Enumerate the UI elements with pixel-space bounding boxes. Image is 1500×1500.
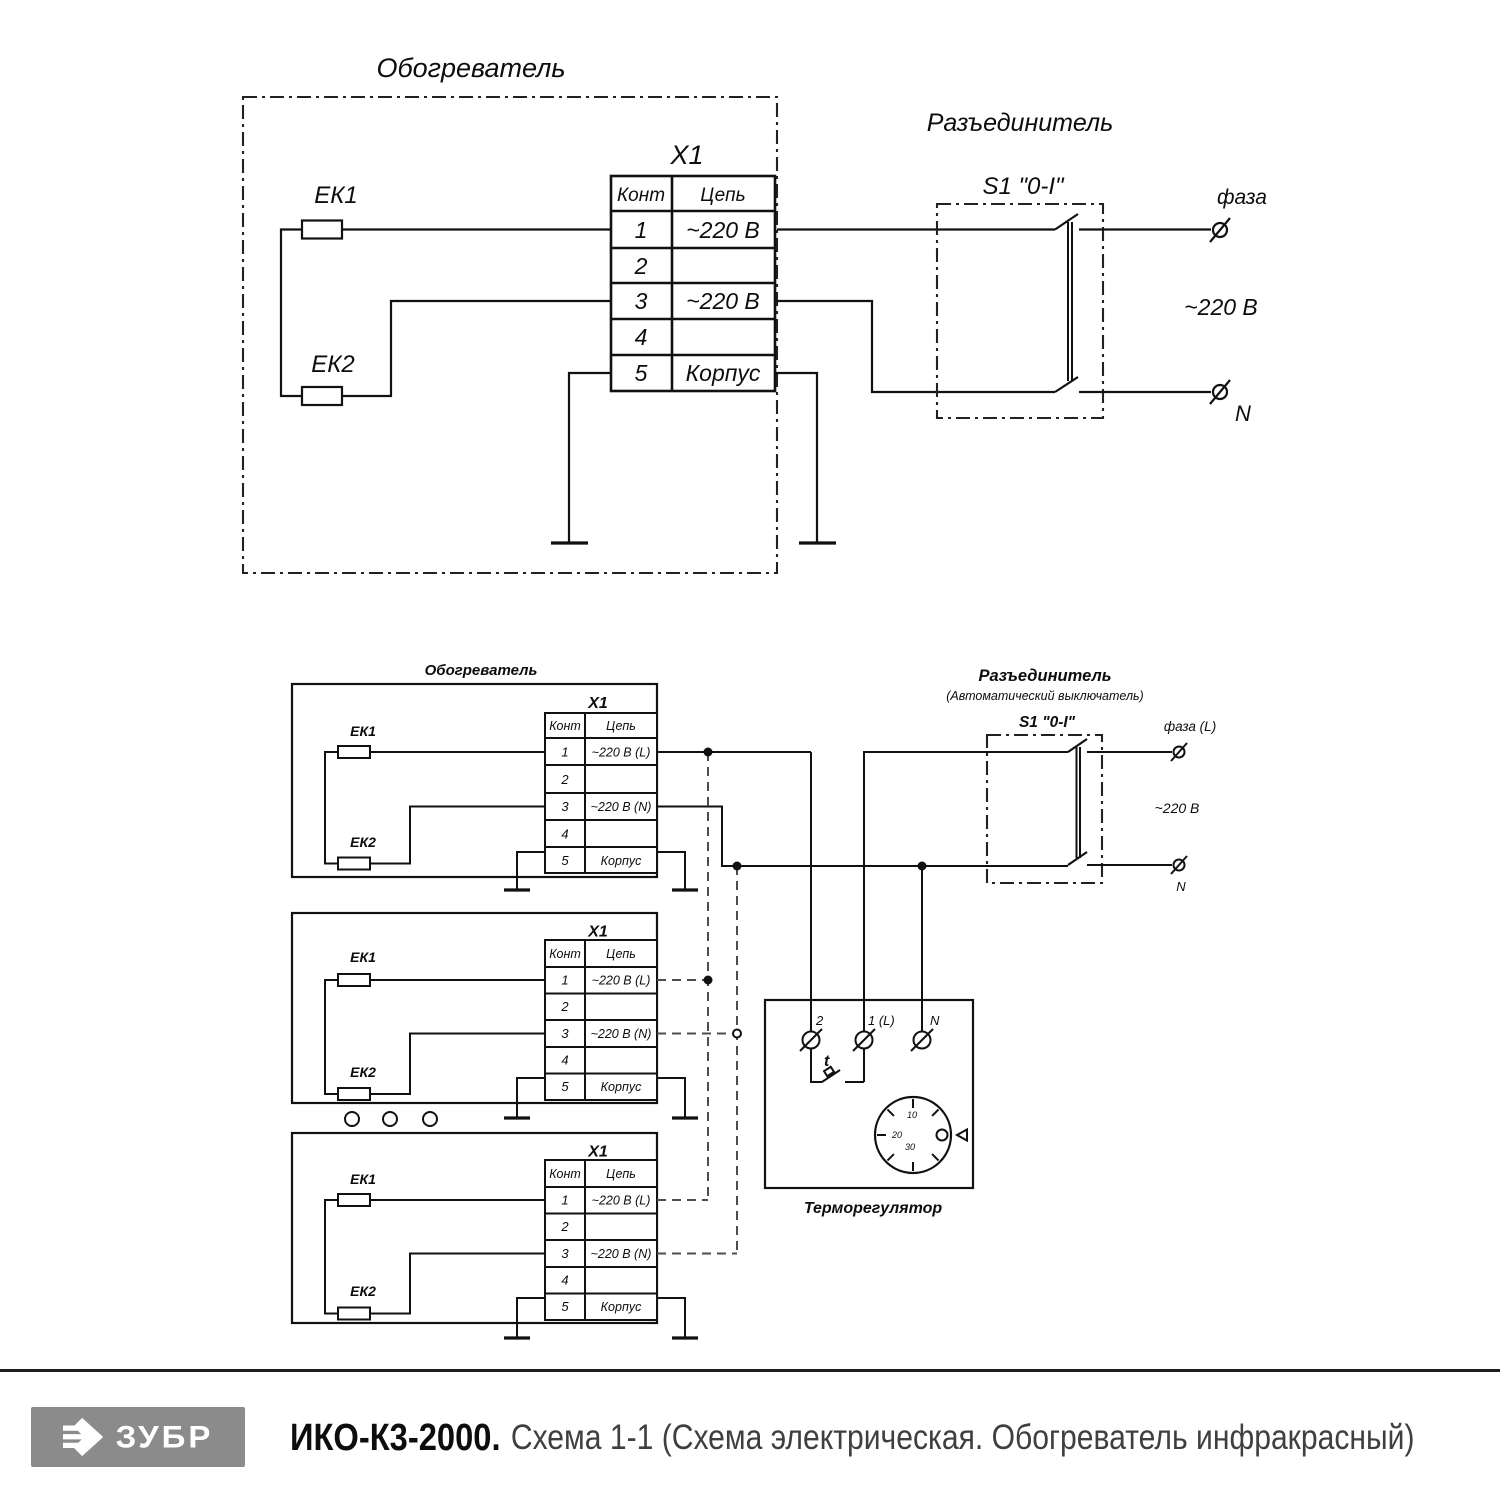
disconnector-subtitle: (Автоматический выключатель) <box>946 689 1144 703</box>
document-title <box>290 1412 1414 1464</box>
circuit-value: ~220 В (N) <box>590 800 652 814</box>
top-schematic <box>243 53 1267 573</box>
model-number: ИКО-К3-2000. <box>290 1416 501 1459</box>
circuit-value: ~220 В (L) <box>591 1193 651 1208</box>
connector-label: X1 <box>588 695 608 712</box>
thermostat-terminal-1-label: 1 (L) <box>868 1013 895 1028</box>
ek1-resistor <box>302 221 342 239</box>
connector-table <box>545 695 657 873</box>
zubr-logo-icon <box>63 1417 107 1457</box>
connector-table <box>545 1144 657 1321</box>
connector-table <box>611 140 775 391</box>
pin-number: 1 <box>561 744 569 760</box>
connector-label: X1 <box>588 1143 608 1161</box>
ek1-resistor <box>338 746 370 758</box>
pin-number: 5 <box>561 1299 569 1314</box>
pin-number: 4 <box>561 1272 569 1288</box>
ek1-label: ЕК1 <box>350 949 376 965</box>
brand-name: ЗУБР <box>115 1418 214 1455</box>
voltage-label: ~220 В <box>1154 800 1200 816</box>
col-pin-header: Конт <box>549 719 581 733</box>
thermostat-title: Терморегулятор <box>803 1200 943 1217</box>
pin-number: 3 <box>561 799 569 814</box>
more-heaters-ellipsis-icon <box>345 1112 437 1126</box>
connector-label: X1 <box>670 140 704 170</box>
junction-circle <box>733 1030 741 1038</box>
dial-mark-10: 10 <box>906 1110 918 1120</box>
circuit-value: ~220 В (L) <box>591 745 651 760</box>
circuit-value: Корпус <box>600 1080 642 1094</box>
scheme-subtitle: Схема 1-1 (Схема электрическая. Обогреватель инфракрасный) <box>510 1418 1415 1457</box>
circuit-value: Корпус <box>600 1300 642 1314</box>
heater-unit-2 <box>292 913 698 1118</box>
ek2-label: ЕК2 <box>350 1283 376 1299</box>
thermostat <box>765 752 973 1217</box>
col-circuit-header: Цепь <box>606 1167 636 1181</box>
disconnector-title: Разъединитель <box>978 667 1112 685</box>
voltage-label: ~220 В <box>1184 294 1258 320</box>
ek1-label: ЕК1 <box>314 182 358 209</box>
ek2-label: ЕК2 <box>311 351 355 378</box>
circuit-value: ~220 В (N) <box>590 1027 652 1041</box>
phase-label: фаза <box>1217 186 1267 209</box>
pin-number: 5 <box>634 360 648 386</box>
pin-number: 4 <box>561 1052 569 1068</box>
col-circuit-header: Цепь <box>606 719 636 733</box>
circuit-value: Корпус <box>685 360 761 386</box>
circuit-value: ~220 В <box>686 217 760 243</box>
pin-number: 2 <box>561 1219 569 1234</box>
connector-table <box>545 924 657 1101</box>
terminal-neutral <box>1210 380 1230 404</box>
dial-knob-icon <box>937 1130 948 1141</box>
junction-dot <box>704 976 713 985</box>
phase-label: фаза (L) <box>1163 719 1217 734</box>
ek1-label: ЕК1 <box>350 1171 376 1187</box>
connector-label: X1 <box>588 923 608 941</box>
thermostat-terminal-n-label: N <box>930 1013 940 1028</box>
junction-dot <box>704 748 713 757</box>
disconnector <box>946 667 1216 894</box>
heater-unit-3 <box>292 1133 698 1338</box>
neutral-label: N <box>1176 879 1186 894</box>
ek1-resistor <box>338 974 370 986</box>
pin-number: 2 <box>561 772 569 787</box>
pin-number: 2 <box>561 999 569 1014</box>
pin-number: 4 <box>634 324 648 350</box>
pin-number: 3 <box>561 1246 569 1261</box>
col-pin-header: Конт <box>616 185 666 206</box>
circuit-value: ~220 В (L) <box>591 973 651 988</box>
pin-number: 4 <box>561 826 569 842</box>
footer-divider <box>0 1369 1500 1372</box>
terminal-neutral <box>1171 856 1187 874</box>
switch-id-label: S1 "0-I" <box>982 173 1064 200</box>
pin-number: 1 <box>561 972 569 988</box>
dial-mark-20: 20 <box>891 1130 903 1140</box>
switch-id-label: S1 "0-I" <box>1018 714 1076 731</box>
ek1-label: ЕК1 <box>350 723 376 739</box>
pin-number: 3 <box>561 1026 569 1041</box>
dial-mark-30: 30 <box>904 1142 916 1152</box>
neutral-label: N <box>1235 401 1251 426</box>
disconnector-dashed-box <box>937 204 1103 418</box>
terminal-phase <box>1171 743 1187 761</box>
ek2-resistor <box>338 858 370 870</box>
ek2-label: ЕК2 <box>350 834 376 850</box>
thermostat-terminal-2-label: 2 <box>816 1013 824 1028</box>
bottom-schematic <box>292 662 1216 1338</box>
col-circuit-header: Цепь <box>700 185 746 206</box>
circuit-value: ~220 В (N) <box>590 1247 652 1261</box>
disconnector <box>927 109 1267 426</box>
junction-dot <box>733 862 742 871</box>
pin-number: 3 <box>634 288 648 314</box>
disconnector-dashed-box <box>987 735 1102 883</box>
terminal-phase <box>1210 218 1230 242</box>
col-pin-header: Конт <box>549 1167 581 1181</box>
ek2-label: ЕК2 <box>350 1064 376 1080</box>
t-contact-label: t <box>824 1053 830 1070</box>
brand-logo <box>31 1407 245 1467</box>
ek2-resistor <box>338 1088 370 1100</box>
col-circuit-header: Цепь <box>606 947 636 961</box>
ek2-resistor <box>302 387 342 405</box>
circuit-value: ~220 В <box>686 288 760 314</box>
col-pin-header: Конт <box>549 947 581 961</box>
pin-number: 2 <box>634 253 648 279</box>
heater-unit-1 <box>292 662 698 890</box>
ek2-resistor <box>338 1308 370 1320</box>
pin-number: 5 <box>561 1079 569 1094</box>
pin-number: 1 <box>561 1192 569 1208</box>
disconnector-title: Разъединитель <box>926 109 1114 137</box>
heater-title: Обогреватель <box>376 53 566 83</box>
heater-title: Обогреватель <box>424 662 538 679</box>
circuit-value: Корпус <box>600 854 642 868</box>
pin-number: 5 <box>561 853 569 868</box>
ek1-resistor <box>338 1194 370 1206</box>
pin-number: 1 <box>634 217 648 243</box>
